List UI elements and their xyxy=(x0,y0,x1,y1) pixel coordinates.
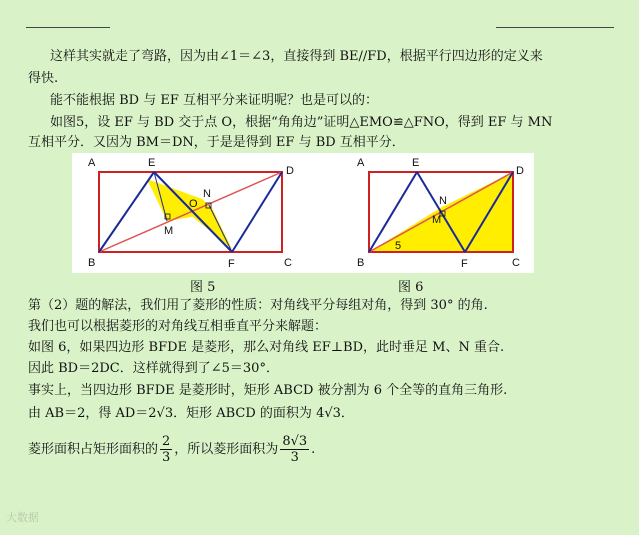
figures-panel xyxy=(72,153,534,273)
fraction-ratio xyxy=(160,434,172,465)
fraction-area-denominator: 3 xyxy=(290,450,299,465)
fig6-label-e: E xyxy=(412,157,420,169)
fig6-label-m: M xyxy=(432,214,442,226)
watermark: 大数据 xyxy=(6,511,39,524)
fig6-label-f: F xyxy=(461,258,468,270)
paragraph-1-line-1: 这样其实就走了弯路，因为由∠1＝∠3，直接得到 BE//FD，根据平行四边形的定义来 xyxy=(50,49,543,64)
fraction-ratio-numerator: 2 xyxy=(162,434,171,449)
fig6-label-n: N xyxy=(439,195,447,207)
fig5-side-fd xyxy=(232,172,282,252)
paragraph-4: 第（2）题的解法，我们用了菱形的性质：对角线平分每组对角，得到 30° 的角. xyxy=(28,298,488,313)
top-rule-left xyxy=(26,27,110,28)
fig5-label-m: M xyxy=(164,225,174,237)
fig6-label-b: B xyxy=(357,257,365,269)
paragraph-2: 能不能根据 BD 与 EF 互相平分来证明呢？也是可以的： xyxy=(50,93,379,108)
fraction-ratio-denominator: 3 xyxy=(162,450,171,465)
fraction-area-numerator: 8√3 xyxy=(282,434,308,449)
paragraph-7: 因此 BD＝2DC．这样就得到了∠5＝30°． xyxy=(28,361,279,376)
fig6-label-d: D xyxy=(516,165,524,177)
geometry-figures xyxy=(72,153,534,273)
figure-6 xyxy=(357,157,524,270)
paragraph-5: 我们也可以根据菱形的对角线互相垂直平分来解题： xyxy=(28,319,328,334)
fig5-label-e: E xyxy=(148,157,156,169)
paragraph-3-line-2: 互相平分．又因为 BM＝DN，于是是得到 EF 与 BD 互相平分． xyxy=(28,135,405,150)
fig6-label-a: A xyxy=(357,157,365,169)
fig6-label-c: C xyxy=(512,257,520,269)
fig5-label-a: A xyxy=(88,157,96,169)
fig6-angle-5-label: 5 xyxy=(395,240,402,252)
paragraph-9: 由 AB＝2，得 AD＝2√3．矩形 ABCD 的面积为 4√3． xyxy=(28,406,354,421)
fig5-label-d: D xyxy=(286,165,294,177)
paragraph-6: 如图 6，如果四边形 BFDE 是菱形，那么对角线 EF⊥BD，此时垂足 M、N 重合. xyxy=(28,340,505,355)
figure-5-caption: 图 5 xyxy=(190,280,216,295)
paragraph-3-line-1: 如图5，设 EF 与 BD 交于点 O，根据“角角边”证明△EMO≌△FNO，得到 EF 与 MN xyxy=(50,115,553,130)
paragraph-10 xyxy=(28,434,315,465)
fig5-label-f: F xyxy=(228,258,235,270)
paragraph-10-part-1: 菱形面积占矩形面积的 xyxy=(28,442,159,457)
fig5-label-n: N xyxy=(203,188,211,200)
figure-5 xyxy=(88,157,294,270)
fig5-label-b: B xyxy=(88,257,96,269)
paragraph-10-part-3: . xyxy=(311,442,316,457)
paragraph-8: 事实上，当四边形 BFDE 是菱形时，矩形 ABCD 被分割为 6 个全等的直角三角形. xyxy=(28,383,508,398)
fraction-area xyxy=(280,434,309,465)
fig5-label-c: C xyxy=(284,257,292,269)
figure-6-caption: 图 6 xyxy=(398,280,424,295)
fig5-label-o: O xyxy=(189,198,198,210)
top-rule-right xyxy=(496,27,614,28)
paragraph-1-line-2: 得快. xyxy=(28,71,59,86)
paragraph-10-part-2: ，所以菱形面积为 xyxy=(174,442,279,457)
